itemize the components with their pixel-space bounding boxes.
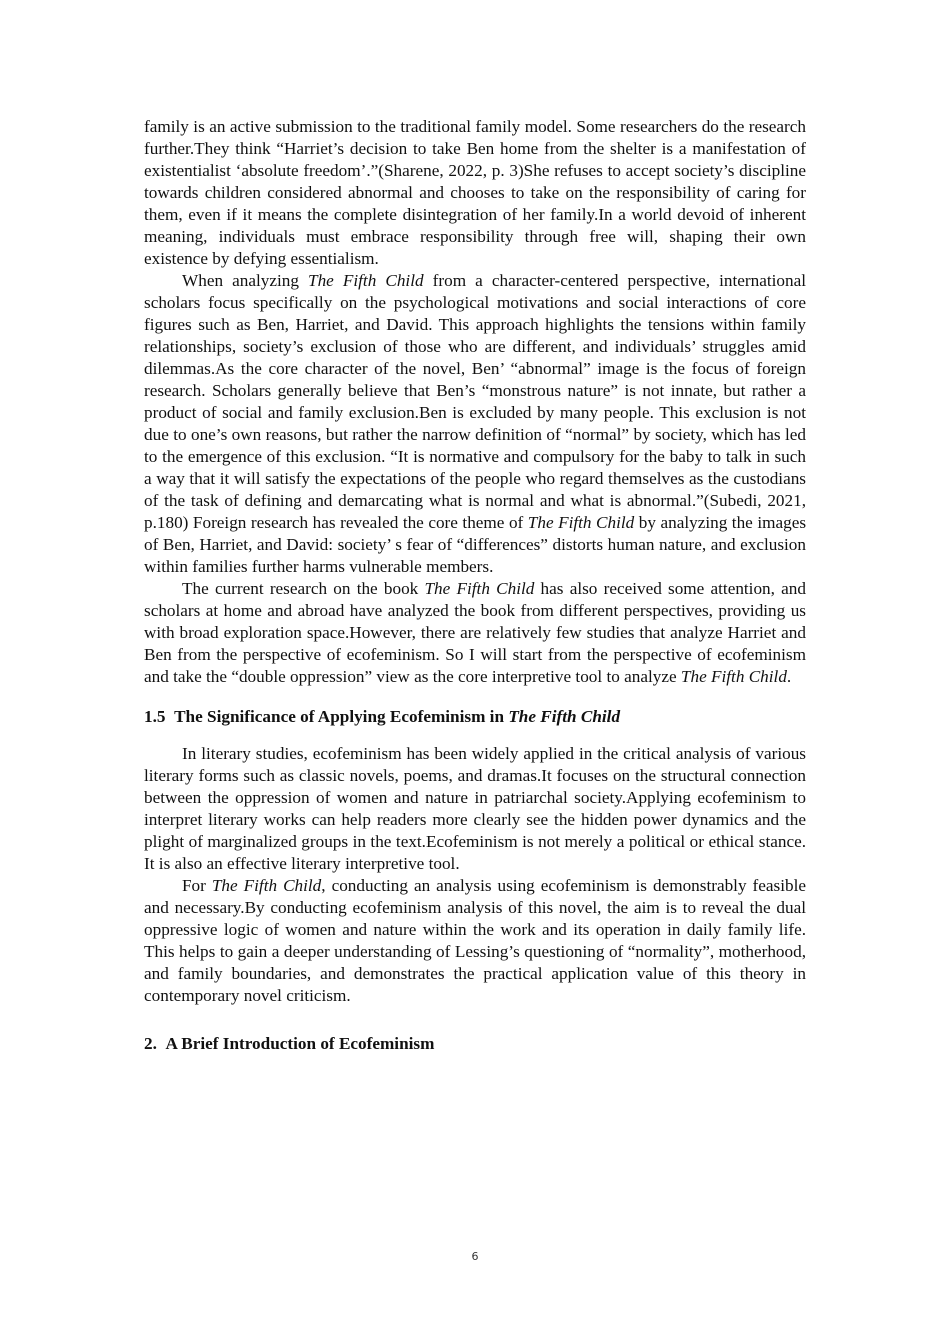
section-number: 2. [144,1034,157,1053]
text-run: by analyzing the images of Ben, Harriet, and David: society’ s fear of “differences” distorts human nature, and exclusion within families further harms vulnerable members. [144,513,807,576]
section-heading-2 [144,1033,806,1055]
book-title-italic: The Fifth Child [527,513,635,532]
text-run: In literary studies, ecofeminism has been widely applied in the critical analysis of various literary forms such as classic novels, poems, and dramas.It focuses on the structural connection between the oppression of women and nature in patriarchal society.Applying ecofeminism to interpret literary works can help readers more clearly see the hidden power dynamics and the plight of marginalized groups in the text.Ecofeminism is not merely a political or ethical stance. It is also an effective literary interpretive tool. [144,744,806,873]
text-run: family is an active submission to the traditional family model. Some researchers do the research further.They think “Harriet’s decision to take Ben home from the shelter is a manifestation of existentialist ‘absolute freedom’.”(Sharene, 2022, p. 3)She refuses to accept society’s discipline towards children considered abnormal and chooses to take on the responsibility of caring for them, even if it means the complete disintegration of her family.In a world devoid of inherent meaning, individuals must embrace responsibility through free will, shaping their own existence by defying essentialism. [144,117,806,268]
text-run: has also received some attention, and scholars at home and abroad have analyzed the book from different perspectives, providing us with broad exploration space.However, there are relatively few studies that analyze Harriet and Ben from the perspective of ecofeminism. So I will start from the perspective of ecofeminism and take the “double oppression” view as the core interpretive tool to analyze [144,579,806,686]
page-number: 6 [471,1250,479,1263]
text-run: For [182,876,212,895]
section-number: 1.5 [144,707,166,726]
section-1-5-body [144,743,806,1007]
page-body [144,116,806,1055]
text-run: from a character-centered perspective, international scholars focus specifically on the psychological motivations and social interactions of core figures such as Ben, Harriet, and David. This approach highlights the tensions within family relationships, society’s exclusion of those who are different, and individuals’ struggles amid dilemmas.As the core character of the novel, Ben’ “abnormal” image is the focus of foreign research. Scholars generally believe that Ben’s “monstrous nature” is not innate, but rather a product of social and family exclusion.Ben is excluded by many people. This exclusion is not due to one’s own reasons, but rather the narrow definition of “normal” by society, which has led to the emergence of this exclusion. “It is normative and compulsory for the baby to talk in such a way that it will satisfy the expectations of the people who regard themselves as the custodians of the task of defining and demarcating what is normal and what is abnormal.”(Subedi, 2021, p.180) Foreign research has revealed the core theme of [144,271,806,532]
paragraph [144,270,806,578]
paragraph [144,116,806,270]
paragraph [144,875,806,1007]
book-title-italic: The Fifth Child [308,271,424,290]
section-title: A Brief Introduction of Ecofeminism [165,1034,435,1053]
book-title-italic: The Fifth Child [424,579,535,598]
book-title-italic: The Fifth Child [211,876,322,895]
text-run: , conducting an analysis using ecofeminism is demonstrably feasible and necessary.By conducting ecofeminism analysis of this novel, the aim is to reveal the dual oppressive logic of women and nature within the work and its operation in daily family life. This helps to gain a deeper understanding of Lessing’s questioning of “normality”, motherhood, and family boundaries, and demonstrates the practical application value of this theory in contemporary novel criticism. [144,876,806,1005]
paragraph [144,743,806,875]
text-run: . [786,667,792,686]
paragraph [144,578,806,688]
section-1-4-continued [144,116,806,688]
section-heading-1-5 [144,706,806,728]
text-run: When analyzing [182,271,309,290]
book-title-italic: The Fifth Child [680,667,787,686]
text-run: The current research on the book [182,579,425,598]
section-title: The Significance of Applying Ecofeminism in [174,707,509,726]
section-title-italic: The Fifth Child [508,707,621,726]
